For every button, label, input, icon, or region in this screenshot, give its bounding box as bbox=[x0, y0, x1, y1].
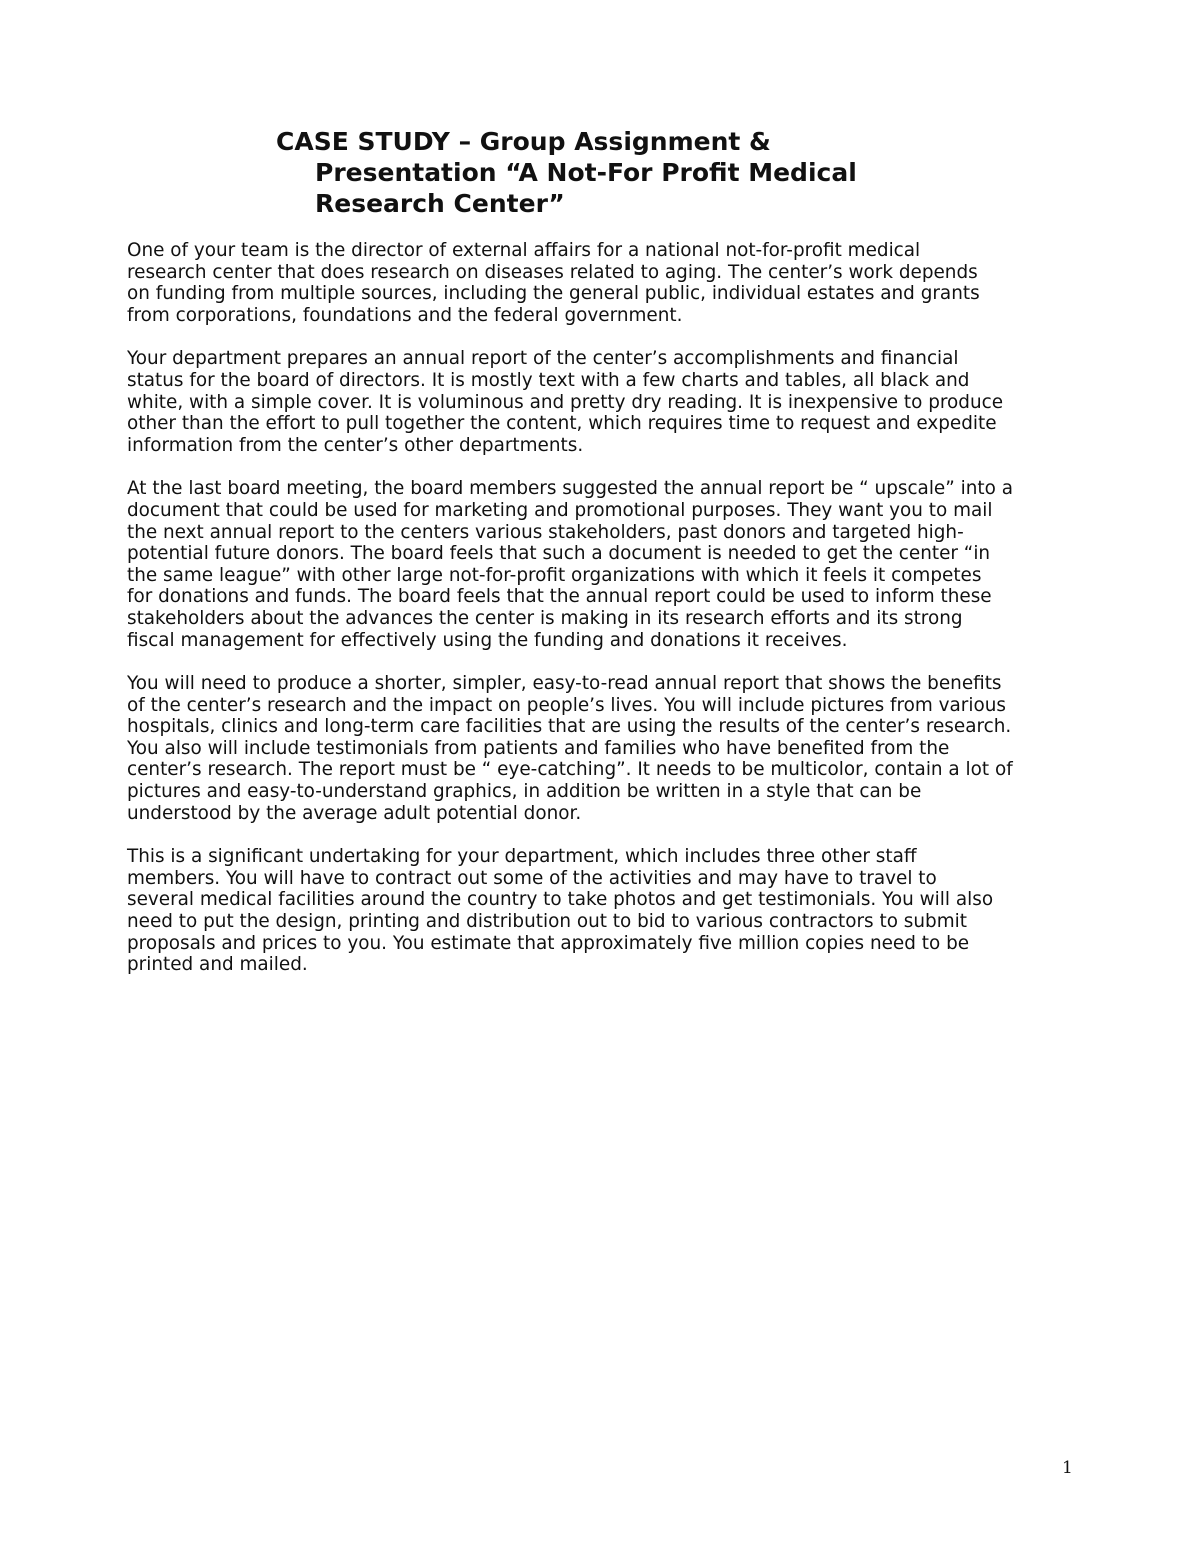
paragraph-line: several medical facilities around the country to take photos and get testimonials. You will also bbox=[127, 889, 994, 911]
paragraph-line: the same league” with other large not-for-profit organizations with which it feels it competes bbox=[127, 564, 982, 586]
paragraph-board-meeting bbox=[127, 478, 1077, 651]
paragraph-line: understood by the average adult potential donor. bbox=[127, 802, 582, 824]
paragraph-line: hospitals, clinics and long-term care facilities that are using the results of the center’s research. bbox=[127, 716, 1012, 738]
paragraph-line: status for the board of directors. It is mostly text with a few charts and tables, all black and bbox=[127, 369, 970, 391]
paragraph-line: printed and mailed. bbox=[127, 954, 308, 976]
paragraph-line: members. You will have to contract out some of the activities and may have to travel to bbox=[127, 867, 937, 889]
paragraph-line: stakeholders about the advances the center is making in its research efforts and its strong bbox=[127, 607, 963, 629]
paragraph-line: center’s research. The report must be “ eye-catching”. It needs to be multicolor, contain a lot of bbox=[127, 759, 1013, 781]
paragraph-line: proposals and prices to you. You estimate that approximately five million copies need to be bbox=[127, 932, 970, 954]
paragraph-line: potential future donors. The board feels that such a document is needed to get the center “in bbox=[127, 543, 991, 565]
paragraph-line: fiscal management for effectively using the funding and donations it receives. bbox=[127, 629, 848, 651]
paragraph-line: other than the effort to pull together the content, which requires time to request and expedite bbox=[127, 413, 997, 435]
paragraph-line: on funding from multiple sources, including the general public, individual estates and grants bbox=[127, 283, 980, 305]
paragraph-intro bbox=[127, 240, 1077, 326]
paragraph-line: white, with a simple cover. It is voluminous and pretty dry reading. It is inexpensive to produce bbox=[127, 391, 1004, 413]
paragraph-line: At the last board meeting, the board members suggested the annual report be “ upscale” into a bbox=[127, 478, 1013, 500]
page-number: 1 bbox=[1062, 1458, 1073, 1478]
paragraph-line: from corporations, foundations and the federal government. bbox=[127, 304, 683, 326]
document-body bbox=[127, 240, 1077, 998]
title-line-1: CASE STUDY – Group Assignment & bbox=[276, 127, 771, 156]
paragraph-line: for donations and funds. The board feels that the annual report could be used to inform these bbox=[127, 586, 992, 608]
paragraph-line: One of your team is the director of external affairs for a national not-for-profit medical bbox=[127, 240, 921, 261]
paragraph-line: the next annual report to the centers various stakeholders, past donors and targeted high- bbox=[127, 521, 964, 543]
paragraph-line: You also will include testimonials from patients and families who have benefited from the bbox=[127, 737, 950, 759]
paragraph-line: need to put the design, printing and distribution out to bid to various contractors to submit bbox=[127, 911, 967, 933]
document-title bbox=[276, 126, 956, 219]
paragraph-line: This is a significant undertaking for your department, which includes three other staff bbox=[127, 846, 917, 868]
paragraph-line: information from the center’s other departments. bbox=[127, 434, 584, 456]
paragraph-line: of the center’s research and the impact on people’s lives. You will include pictures from various bbox=[127, 694, 1006, 716]
paragraph-line: research center that does research on diseases related to aging. The center’s work depends bbox=[127, 261, 978, 283]
paragraph-requirements bbox=[127, 673, 1077, 824]
paragraph-annual-report bbox=[127, 348, 1077, 456]
paragraph-line: document that could be used for marketing and promotional purposes. They want you to mail bbox=[127, 499, 993, 521]
paragraph-line: Your department prepares an annual report of the center’s accomplishments and financial bbox=[127, 348, 959, 370]
paragraph-line: You will need to produce a shorter, simpler, easy-to-read annual report that shows the benefits bbox=[127, 673, 1002, 695]
paragraph-undertaking bbox=[127, 846, 1077, 976]
paragraph-line: pictures and easy-to-understand graphics, in addition be written in a style that can be bbox=[127, 781, 922, 803]
title-line-3: Research Center” bbox=[315, 189, 565, 218]
title-line-2: Presentation “A Not-For Profit Medical bbox=[315, 158, 857, 187]
